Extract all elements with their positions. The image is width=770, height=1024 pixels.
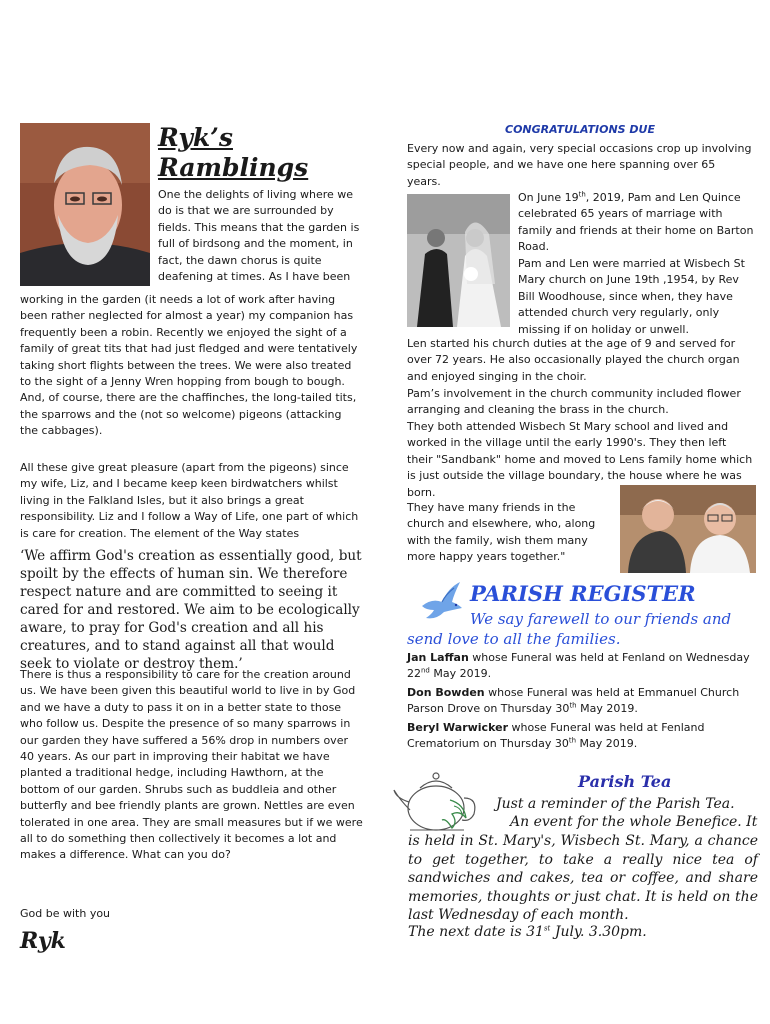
congrats-paragraph-1: On June 19th, 2019, Pam and Len Quince celebrated 65 years of marriage with family and friends at their home on Barton Road.: [518, 190, 754, 254]
congratulations-heading: CONGRATULATIONS DUE: [505, 123, 655, 136]
congrats-paragraph-5: They both attended Wisbech St Mary school and lived and worked in the village until the early 1990's. They then left their "Sandbank" home and moved to Lens family home which is just outside the village boundary, the house where he was born.: [407, 420, 753, 499]
congrats-intro: Every now and again, very special occasions crop up involving special people, and we have one here spanning over 65 years.: [407, 142, 752, 188]
register-entry: Jan Laffan whose Funeral was held at Fenland on Wednesday 22nd May 2019.: [407, 651, 750, 681]
ryk-portrait-photo: [20, 123, 150, 286]
ryk-closing: God be with you: [20, 907, 111, 920]
tea-line-1: Just a reminder of the Parish Tea.: [496, 796, 735, 812]
way-of-life-quote: ‘We affirm God's creation as essentially good, but spoilt by the effects of human sin. We therefore respect nature and are committed to seeing it cared for and restored. We aim to be ecologically aware, to pray for God's creation and all his creatures, and to stand against all that would seek to violate or destroy them.’: [20, 548, 362, 672]
ryk-paragraph-2: All these give great pleasure (apart from the pigeons) since my wife, Liz, and I became keep keen birdwatchers whilst living in the Falkland Isles, but it also brings a great responsibility. Liz and I follow a Way of Life, one part of which is care for creation. The element of the Way states: [20, 461, 359, 540]
couple-photo: [620, 485, 756, 573]
ryk-intro-paragraph: One the delights of living where we do is that we are surrounded by fields. This means that the garden is full of birdsong and the moment, in fact, the dawn chorus is quite deafening at times. As I have been: [158, 188, 360, 284]
tea-body: is held in St. Mary's, Wisbech St. Mary, a chance to get together, to take a really nice tea of sandwiches and cakes, tea or coffee, and share memories, thoughts or just chat. It is held on the last Wednesday of each month.: [408, 833, 758, 923]
ryk-signature: Ryk: [20, 928, 66, 954]
register-entry: Beryl Warwicker whose Funeral was held at Fenland Crematorium on Thursday 30th May 2019.: [407, 721, 705, 751]
dove-icon: [418, 580, 464, 622]
wedding-photo: [407, 194, 510, 327]
congrats-paragraph-4: Pam’s involvement in the church community included flower arranging and cleaning the brass in the church.: [407, 387, 741, 417]
ryk-paragraph-1: working in the garden (it needs a lot of work after having been rather neglected for almost a year) my companion has frequently been a robin. Recently we enjoyed the sight of a family of great tits that had just fledged and were tentatively taking short flights between the trees. We were also treated to the sight of a Jenny Wren hopping from bough to bough. And, of course, there are the chaffinches, the long-tailed tits, the sparrows and the (not so welcome) pigeons (attacking the cabbages).: [20, 293, 358, 438]
parish-register-heading: PARISH REGISTER: [470, 581, 696, 606]
teapot-icon: [392, 760, 492, 840]
tea-line-2: An event for the whole Benefice. It: [510, 814, 758, 830]
parish-tea-heading: Parish Tea: [578, 772, 672, 791]
congrats-paragraph-6: They have many friends in the church and elsewhere, who, along with the family, wish them many more happy years together.": [407, 501, 596, 564]
congrats-paragraph-2: Pam and Len were married at Wisbech St Mary church on June 19th ,1954, by Rev Bill Woodhouse, since when, they have attended church very regularly, only missing if on holiday or unwell.: [518, 257, 745, 336]
congrats-paragraph-3: Len started his church duties at the age of 9 and served for over 72 years. He also occasionally played the church organ and enjoyed singing in the choir.: [407, 337, 740, 383]
tea-next-date: The next date is 31st July. 3.30pm.: [408, 924, 647, 940]
register-subtitle-line-2: send love to all the families.: [407, 630, 621, 648]
ryk-paragraph-3: There is thus a responsibility to care for the creation around us. We have been given this beautiful world to live in by God and we have a duty to pass it on in a better state to those who follow us. Despite the presence of so many sparrows in our garden they have suffered a 56% drop in numbers over 40 years. As our part in improving their habitat we have planted a traditional hedge, including Hawthorn, at the bottom of our garden. Shrubs such as buddleia and other butterfly and bee friendly plants are grown. Nettles are even tolerated in one area. They are small measures but if we were all to do something then collectively it becomes a lot and makes a difference. What can you do?: [20, 668, 363, 862]
ryk-ramblings-title: Ryk’s Ramblings: [158, 123, 309, 182]
register-entry: Don Bowden whose Funeral was held at Emmanuel Church Parson Drove on Thursday 30th May 2019.: [407, 686, 740, 716]
register-subtitle-line-1: We say farewell to our friends and: [470, 610, 732, 628]
